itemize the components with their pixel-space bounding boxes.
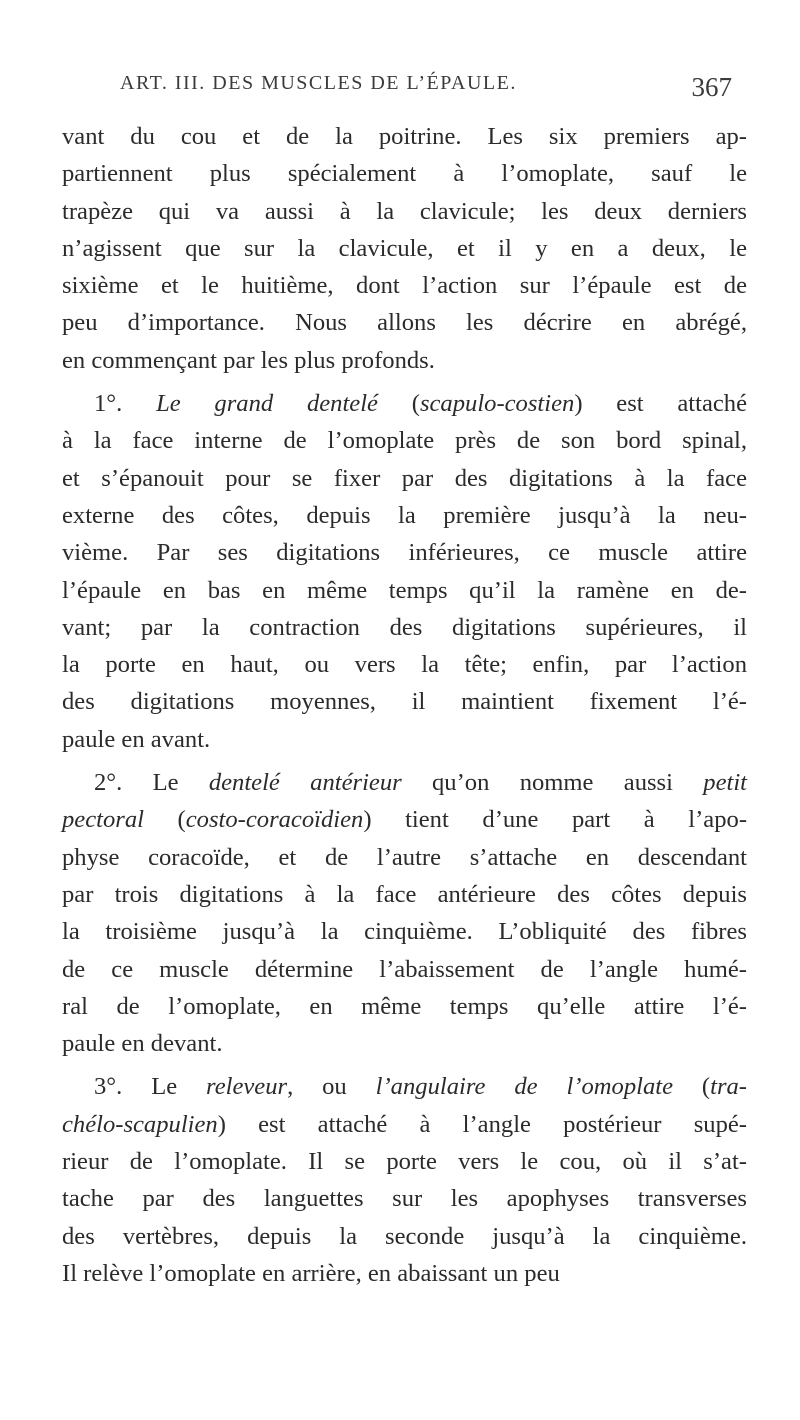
text-line: la troisième jusqu’à la cinquième. L’obliquité des fibres (62, 918, 747, 946)
text-line: partiennent plus spécialement à l’omoplate, sauf le (62, 160, 747, 188)
text-line: trapèze qui va aussi à la clavicule; les deux derniers (62, 197, 747, 225)
text-line: n’agissent que sur la clavicule, et il y en a deux, le (62, 234, 747, 262)
text-line: Il relève l’omoplate en arrière, en abaissant un peu (62, 1259, 560, 1287)
text-line: sixième et le huitième, dont l’action sur l’épaule est de (62, 272, 747, 300)
text-line: 2°. Le dentelé antérieur qu’on nomme aussi petit (94, 769, 747, 797)
text-line: 3°. Le releveur, ou l’angulaire de l’omoplate (tra- (94, 1073, 747, 1101)
text-line: en commençant par les plus profonds. (62, 346, 435, 374)
text-line: chélo-scapulien) est attaché à l’angle postérieur supé- (62, 1110, 747, 1138)
text-line: vant du cou et de la poitrine. Les six premiers ap- (62, 123, 747, 150)
text-line: la porte en haut, ou vers la tête; enfin, par l’action (62, 651, 747, 679)
text-line: par trois digitations à la face antérieure des côtes depuis (62, 880, 747, 908)
paragraph-4 (62, 1068, 747, 1292)
text-line: à la face interne de l’omoplate près de son bord spinal, (62, 427, 747, 455)
paragraph-3 (62, 764, 747, 1062)
text-line: 1°. Le grand dentelé (scapulo-costien) est attaché (94, 390, 747, 418)
page-header (100, 72, 732, 112)
text-line: ral de l’omoplate, en même temps qu’elle attire l’é- (62, 992, 747, 1020)
running-head: ART. III. DES MUSCLES DE L’ÉPAULE. (120, 72, 517, 94)
text-line: et s’épanouit pour se fixer par des digitations à la face (62, 464, 747, 492)
text-line: tache par des languettes sur les apophyses transverses (62, 1185, 747, 1213)
text-line: l’épaule en bas en même temps qu’il la ramène en de- (62, 576, 747, 604)
text-line: vième. Par ses digitations inférieures, ce muscle attire (62, 539, 747, 567)
paragraph-1 (62, 118, 747, 379)
text-line: paule en avant. (62, 725, 211, 753)
page-number: 367 (691, 72, 732, 102)
text-line: peu d’importance. Nous allons les décrire en abrégé, (62, 309, 747, 337)
text-line: des digitations moyennes, il maintient fixement l’é- (62, 688, 747, 716)
text-line: paule en devant. (62, 1030, 223, 1058)
body-text (62, 118, 747, 1292)
text-line: rieur de l’omoplate. Il se porte vers le cou, où il s’at- (62, 1148, 747, 1176)
text-line: physe coracoïde, et de l’autre s’attache en descendant (62, 843, 747, 871)
paragraph-2 (62, 385, 747, 758)
text-line: pectoral (costo-coracoïdien) tient d’une part à l’apo- (62, 806, 748, 834)
text-line: vant; par la contraction des digitations supérieures, il (62, 613, 747, 641)
text-line: externe des côtes, depuis la première jusqu’à la neu- (62, 501, 747, 529)
text-line: des vertèbres, depuis la seconde jusqu’à la cinquième. (62, 1222, 747, 1250)
text-line: de ce muscle détermine l’abaissement de l’angle humé- (62, 955, 747, 983)
